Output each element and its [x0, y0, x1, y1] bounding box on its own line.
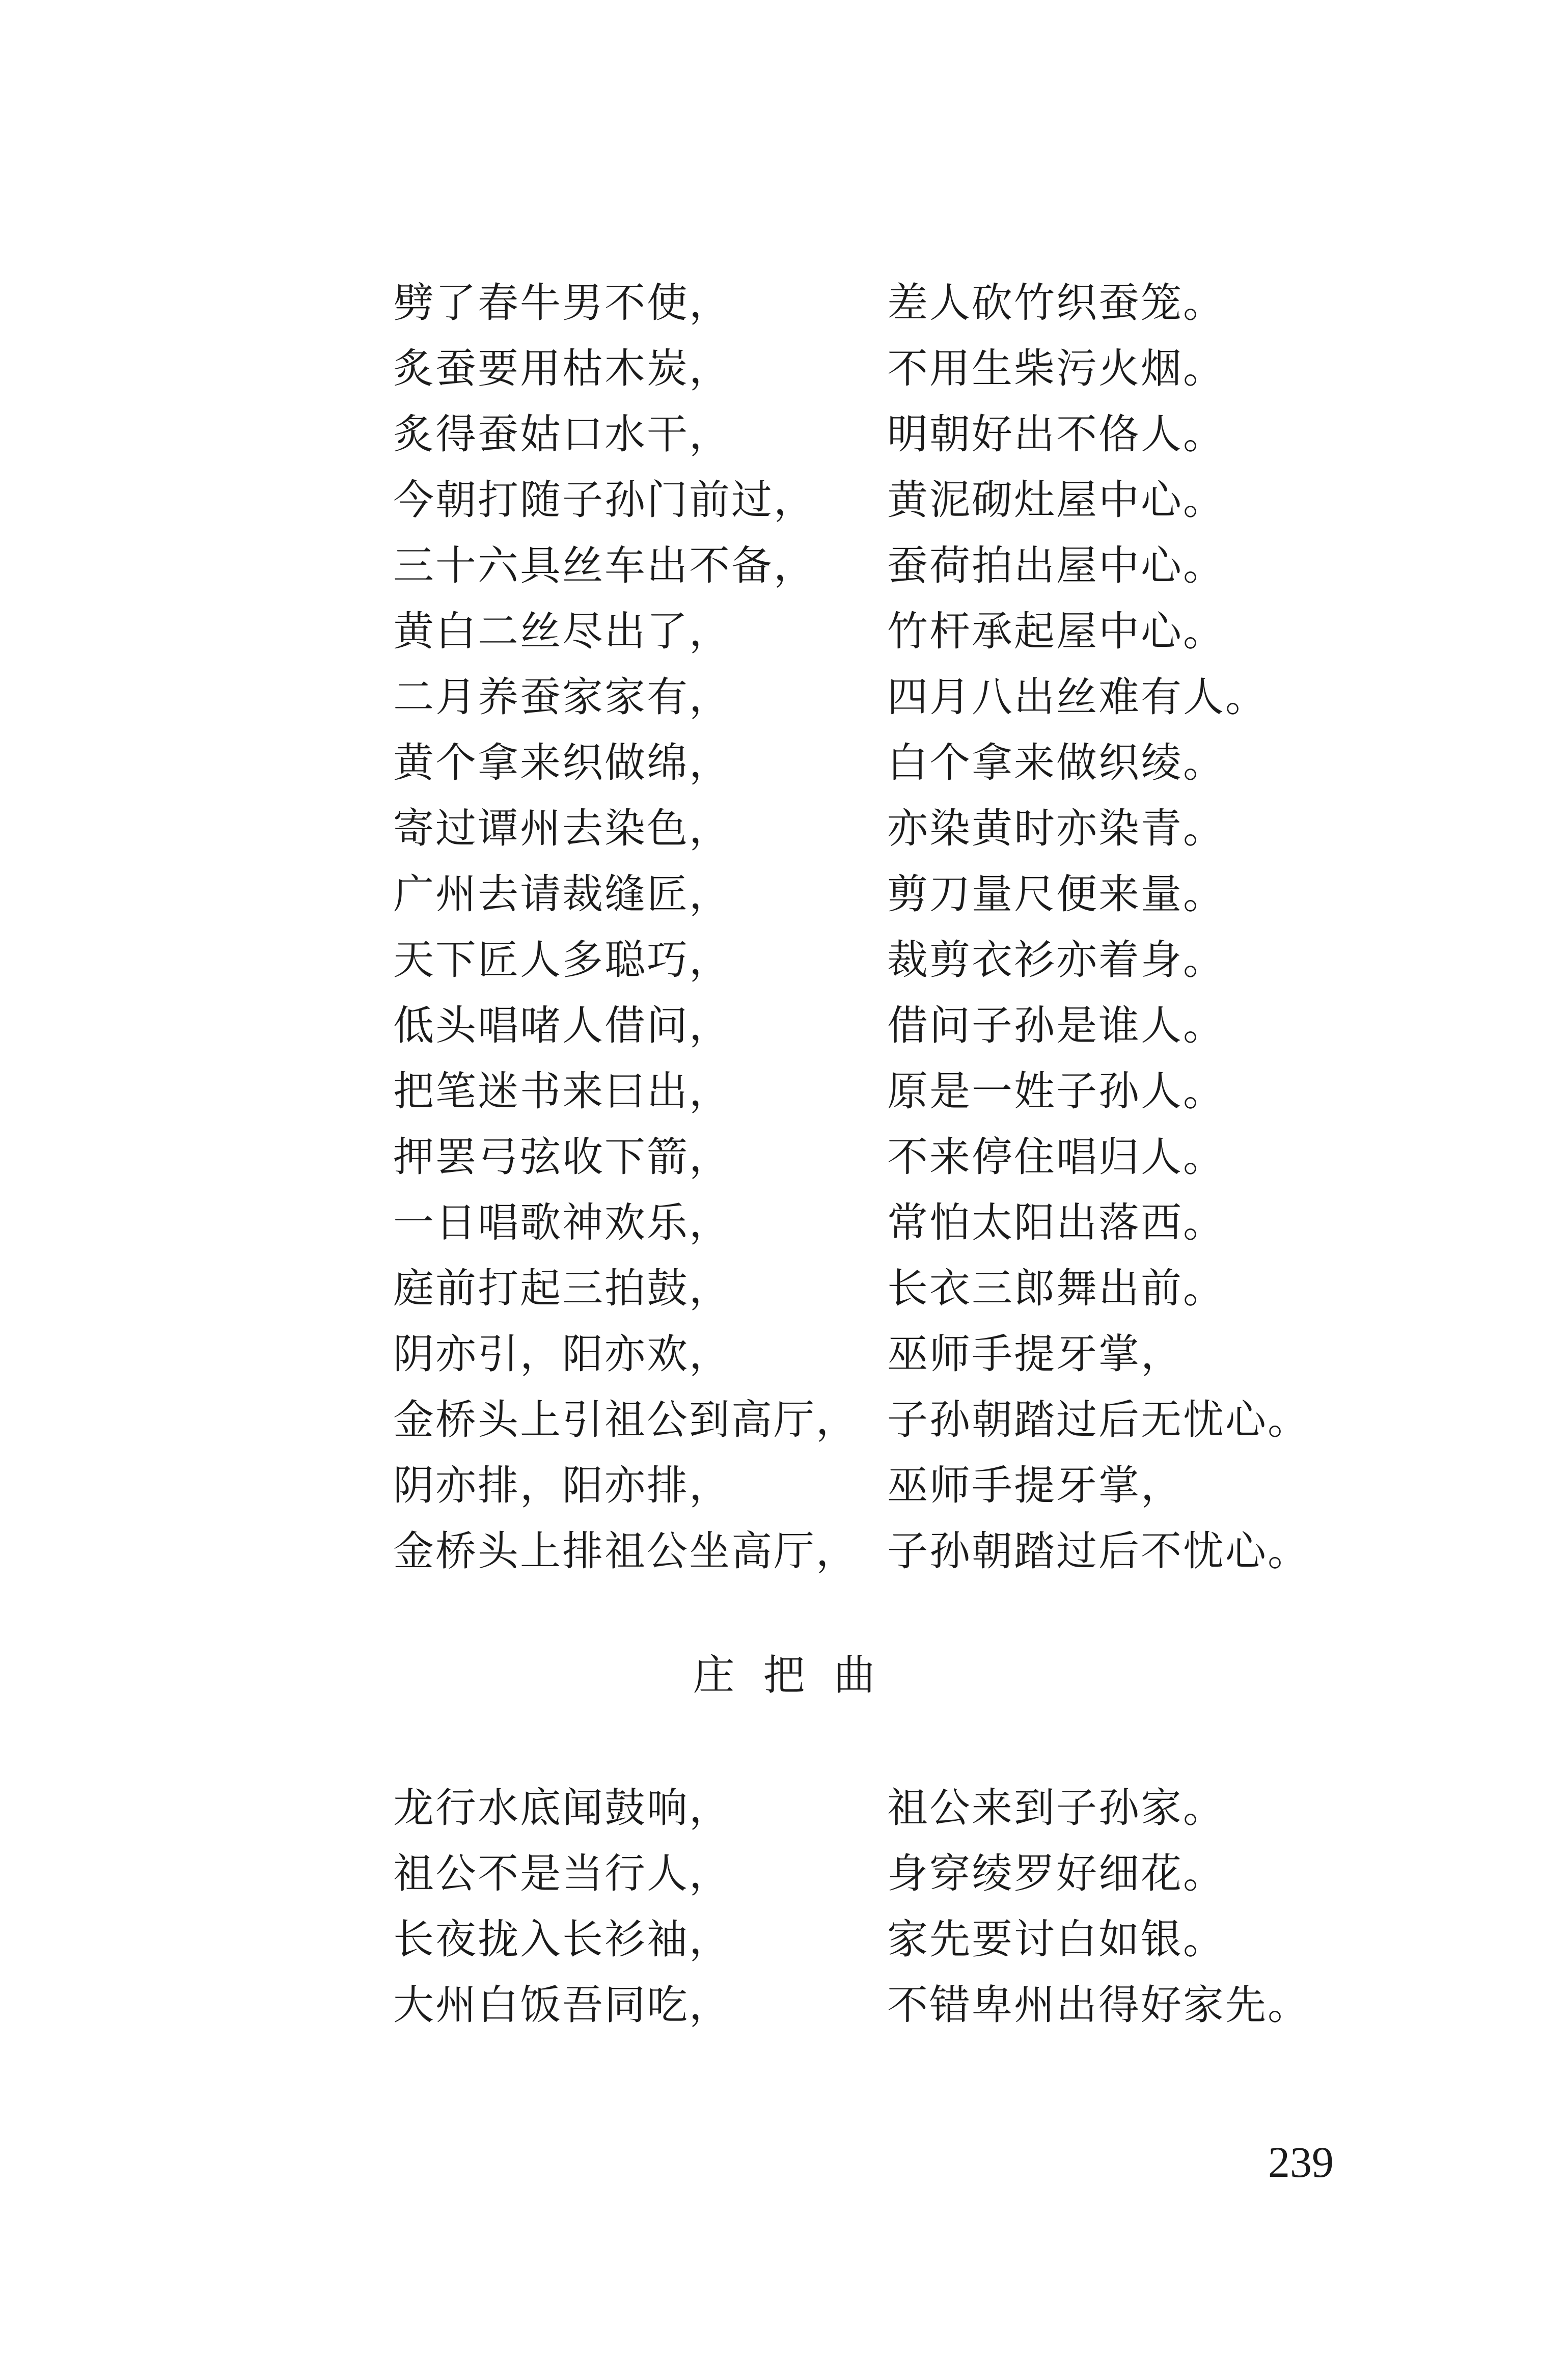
- verse-line: [393, 1197, 1335, 1263]
- verse-line: [393, 1914, 1335, 1980]
- verse-line: [393, 1132, 1335, 1197]
- verse-right: 身穿绫罗好细花。: [887, 1850, 1225, 1897]
- verse-right: 祖公来到子孙家。: [887, 1784, 1225, 1832]
- verse-line: [393, 475, 1335, 540]
- verse-right: 家先要讨白如银。: [887, 1916, 1225, 1963]
- verse-right: 子孙朝踏过后无忧心。: [887, 1396, 1310, 1443]
- poem-section-1: [393, 278, 1335, 1592]
- verse-right: 子孙朝踏过后不忧心。: [887, 1527, 1310, 1575]
- verse-line: [393, 540, 1335, 606]
- verse-left: 大州白饭吾同吃，: [393, 1981, 731, 2029]
- verse-line: [393, 1395, 1335, 1460]
- verse-left: 三十六具丝车出不备，: [393, 542, 816, 589]
- verse-line: [393, 1000, 1335, 1066]
- verse-line: [393, 278, 1335, 343]
- verse-right: 借问子孙是谁人。: [887, 1002, 1225, 1049]
- verse-right: 常怕太阳出落西。: [887, 1199, 1225, 1246]
- section-title: 庄把曲: [693, 1651, 904, 1700]
- verse-right: 巫师手提牙掌，: [887, 1462, 1183, 1509]
- verse-right: 竹杆承起屋中心。: [887, 608, 1225, 655]
- verse-right: 剪刀量尺便来量。: [887, 870, 1225, 918]
- verse-left: 长夜拢入长衫袖，: [393, 1916, 731, 1963]
- verse-left: 劈了春牛男不使，: [393, 279, 731, 326]
- verse-right: 差人砍竹织蚕笼。: [887, 279, 1225, 326]
- verse-left: 黄白二丝尽出了，: [393, 608, 731, 655]
- verse-line: [393, 935, 1335, 1000]
- verse-right: 黄泥砌灶屋中心。: [887, 476, 1225, 524]
- verse-line: [393, 606, 1335, 672]
- verse-left: 阴亦排，阳亦排，: [393, 1462, 731, 1509]
- verse-left: 黄个拿来织做绵，: [393, 739, 731, 786]
- verse-right: 明朝好出不佫人。: [887, 411, 1225, 458]
- verse-left: 龙行水底闻鼓响，: [393, 1784, 731, 1832]
- verse-right: 不用生柴污火烟。: [887, 345, 1225, 392]
- verse-left: 低头唱啫人借问，: [393, 1002, 731, 1049]
- verse-left: 炙得蚕姑口水干，: [393, 411, 731, 458]
- verse-line: [393, 1848, 1335, 1914]
- verse-line: [393, 1329, 1335, 1395]
- verse-right: 不来停住唱归人。: [887, 1133, 1225, 1181]
- verse-right: 亦染黄时亦染青。: [887, 805, 1225, 852]
- verse-left: 金桥头上排祖公坐高厅，: [393, 1527, 858, 1575]
- verse-line: [393, 1263, 1335, 1329]
- verse-line: [393, 869, 1335, 935]
- verse-right: 长衣三郎舞出前。: [887, 1265, 1225, 1312]
- poem-section-2: [393, 1783, 1335, 2045]
- verse-line: [393, 1460, 1335, 1526]
- verse-line: [393, 737, 1335, 803]
- verse-right: 蚕荷拍出屋中心。: [887, 542, 1225, 589]
- verse-left: 寄过谭州去染色，: [393, 805, 731, 852]
- verse-line: [393, 1526, 1335, 1592]
- verse-left: 押罢弓弦收下箭，: [393, 1133, 731, 1181]
- verse-left: 炙蚕要用枯木炭，: [393, 345, 731, 392]
- verse-line: [393, 343, 1335, 409]
- verse-left: 把笔迷书来曰出，: [393, 1068, 731, 1115]
- verse-left: 二月养蚕家家有，: [393, 673, 731, 721]
- verse-right: 四月八出丝难有人。: [887, 673, 1268, 721]
- verse-left: 今朝打随子孙门前过，: [393, 476, 816, 524]
- verse-right: 白个拿来做织绫。: [887, 739, 1225, 786]
- verse-left: 阴亦引，阳亦欢，: [393, 1330, 731, 1378]
- verse-line: [393, 1980, 1335, 2045]
- verse-right: 巫师手提牙掌，: [887, 1330, 1183, 1378]
- verse-left: 祖公不是当行人，: [393, 1850, 731, 1897]
- verse-line: [393, 803, 1335, 869]
- verse-left: 庭前打起三拍鼓，: [393, 1265, 731, 1312]
- verse-line: [393, 409, 1335, 475]
- verse-line: [393, 1066, 1335, 1132]
- verse-left: 一日唱歌神欢乐，: [393, 1199, 731, 1246]
- verse-right: 不错卑州出得好家先。: [887, 1981, 1310, 2029]
- verse-right: 裁剪衣衫亦着身。: [887, 936, 1225, 983]
- verse-line: [393, 1783, 1335, 1848]
- page-number: 239: [1268, 2138, 1334, 2186]
- verse-left: 天下匠人多聪巧，: [393, 936, 731, 983]
- verse-right: 原是一姓子孙人。: [887, 1068, 1225, 1115]
- verse-line: [393, 672, 1335, 737]
- verse-left: 广州去请裁缝匠，: [393, 870, 731, 918]
- verse-left: 金桥头上引祖公到高厅，: [393, 1396, 858, 1443]
